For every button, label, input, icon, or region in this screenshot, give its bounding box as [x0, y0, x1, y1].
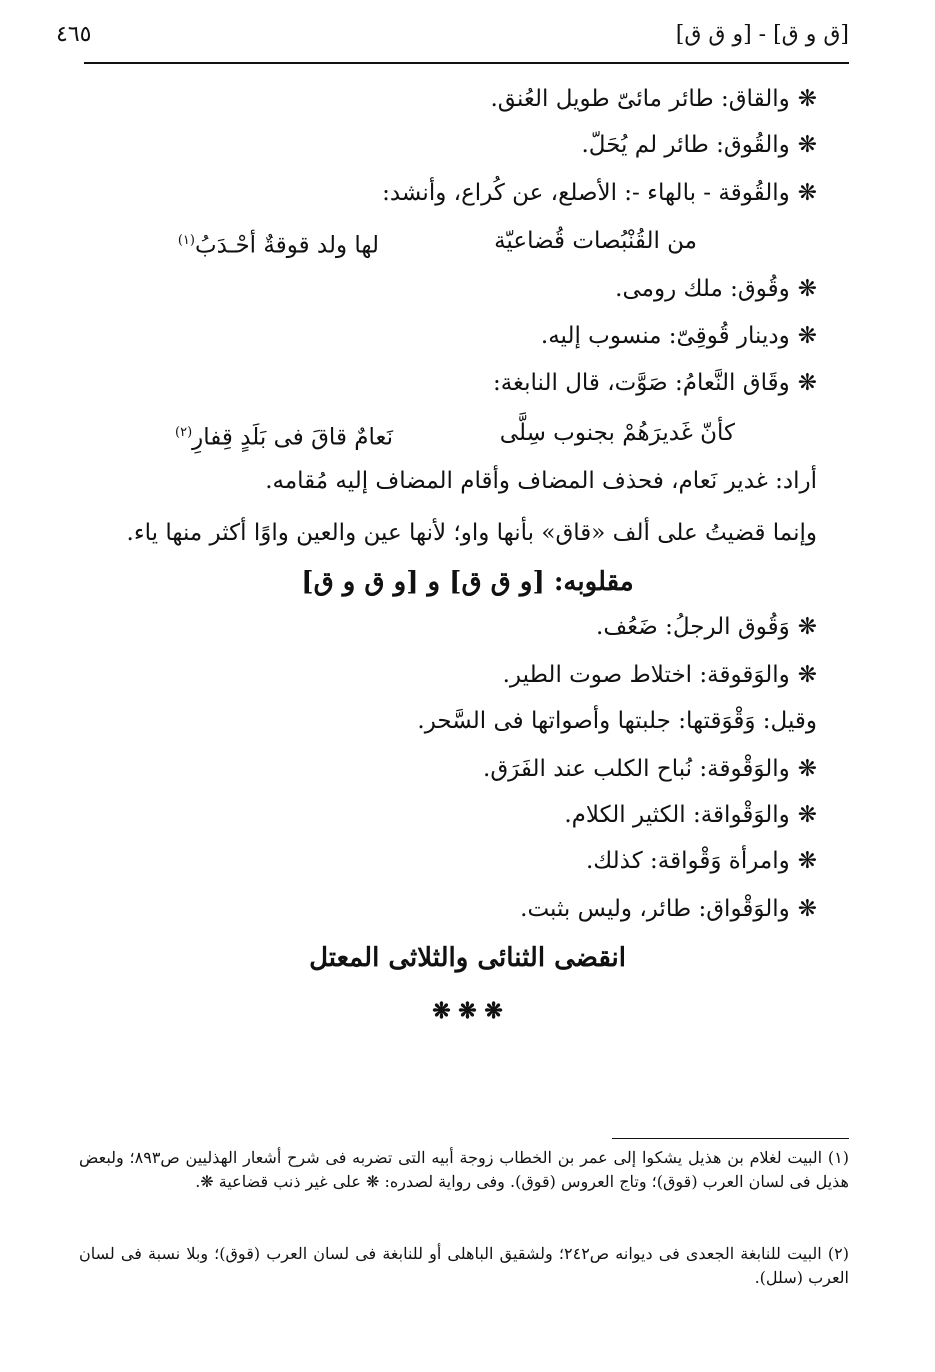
entry-quq-king — [615, 274, 817, 304]
entry-waqwaqa-talk — [564, 800, 817, 830]
entry-bullet: ❋ — [797, 756, 817, 782]
entry-woman — [586, 846, 817, 876]
footnote-number: (٢) — [827, 1244, 849, 1263]
entry-text: والقاق: طائر مائىّ طويل العُنق. — [490, 86, 790, 112]
closing-heading: انقضى الثنائى والثلاثى المعتل — [309, 943, 626, 973]
verse2-first-hemistich: كأنّ غَديرَهُمْ بجنوب سِلَّى — [499, 420, 735, 446]
entry-text: والقُوق: طائر لم يُحَلّ. — [581, 132, 790, 158]
header-divider — [84, 62, 849, 64]
verse2-second-text: نَعامٌ قاقَ فى بَلَدٍ قِفارِ — [192, 424, 393, 451]
entry-bullet: ❋ — [797, 86, 817, 112]
prose-line-1: أراد: غدير نَعام، فحذف المضاف وأقام المضاف إليه مُقامه. — [265, 468, 817, 494]
verse2-second-hemistich — [175, 418, 393, 453]
entry-text: وَقُوق الرجلُ: ضَعُف. — [596, 614, 790, 640]
entry-text: وقيل: وَقْوَقتها: جلبتها وأصواتها فى السَّحر. — [417, 708, 817, 734]
entry-bullet: ❋ — [797, 323, 817, 349]
section-heading: مقلوبه: [و ق ق] و [و ق و ق] — [301, 567, 634, 597]
entry-text: والوَقوقة: اختلاط صوت الطير. — [502, 662, 790, 688]
entry-dinar — [541, 321, 817, 351]
footnote-ref-1: (١) — [177, 233, 195, 248]
entry-bullet: ❋ — [797, 802, 817, 828]
entry-waqwaqa — [503, 660, 817, 690]
entry-text: وقَاق النَّعامُ: صَوَّت، قال النابغة: — [492, 370, 790, 396]
entry-text: والوَقْوقة: نُباح الكلب عند الفَرَق. — [483, 756, 790, 782]
entry-quqa — [382, 178, 817, 208]
entry-text: والوَقْواقة: الكثير الكلام. — [564, 802, 790, 828]
footnote-ref-2: (٢) — [175, 425, 193, 440]
entry-bullet: ❋ — [797, 614, 817, 640]
footnote-1 — [79, 1146, 849, 1194]
entry-bullet: ❋ — [797, 132, 817, 158]
entry-bullet: ❋ — [797, 896, 817, 922]
verse1-second-text: لها ولد قوقةٌ أحْـدَبُ — [194, 232, 379, 259]
entry-bullet: ❋ — [797, 662, 817, 688]
footnote-number: (١) — [827, 1148, 849, 1167]
footnote-text: البيت للنابغة الجعدى فى ديوانه ص٢٤٢؛ ولشقيق الباهلى أو للنابغة فى لسان العرب (قوق)؛ وبلا نسبة فى لسان العرب (سلل). — [79, 1244, 849, 1287]
entry-waqwaqa-dog — [483, 754, 817, 784]
entry-bullet: ❋ — [797, 848, 817, 874]
page-number: ٤٦٥ — [56, 22, 92, 47]
entry-qaq — [490, 84, 817, 114]
running-header-root: [ق و ق] - [و ق ق] — [675, 22, 849, 47]
entry-text: ودينار قُوقِىّ: منسوب إليه. — [540, 323, 790, 349]
prose-line-2: وإنما قضيتُ على ألف «قاق» بأنها واو؛ لأنها عين والعين واوًا أكثر منها ياء. — [126, 520, 817, 546]
entry-qaq-naam — [493, 368, 817, 398]
entry-bullet: ❋ — [797, 370, 817, 396]
entry-qila — [417, 706, 817, 736]
footnote-text: البيت لغلام بن هذيل يشكوا إلى عمر بن الخطاب زوجة أبيه التى تضربه فى شرح أشعار الهذليين ص٨٩٣؛ ولبعض هذيل فى لسان العرب (قوق)؛ وتاج العروس (قوق). وفى رواية لصدره: ❋ على غير ذنب قضاعية ❋. — [79, 1148, 849, 1191]
entry-text: والقُوقة - بالهاء -: الأصلع، عن كُراع، وأنشد: — [382, 180, 790, 206]
section-end-stars: ❋ ❋ ❋ — [432, 998, 503, 1024]
footnote-2 — [79, 1242, 849, 1290]
entry-bullet: ❋ — [797, 276, 817, 302]
verse1-second-hemistich — [178, 226, 379, 261]
entry-quq — [581, 130, 817, 160]
verse1-first-hemistich: من القُنْبُصات قُضاعيّة — [494, 228, 697, 254]
entry-waquq — [596, 612, 817, 642]
entry-text: وامرأة وَقْواقة: كذلك. — [585, 848, 790, 874]
entry-waqwaq-bird — [520, 894, 817, 924]
entry-text: والوَقْواق: طائر، وليس بثبت. — [520, 896, 790, 922]
entry-bullet: ❋ — [797, 180, 817, 206]
footnote-divider — [612, 1138, 849, 1139]
entry-text: وقُوق: ملك رومى. — [615, 276, 790, 302]
